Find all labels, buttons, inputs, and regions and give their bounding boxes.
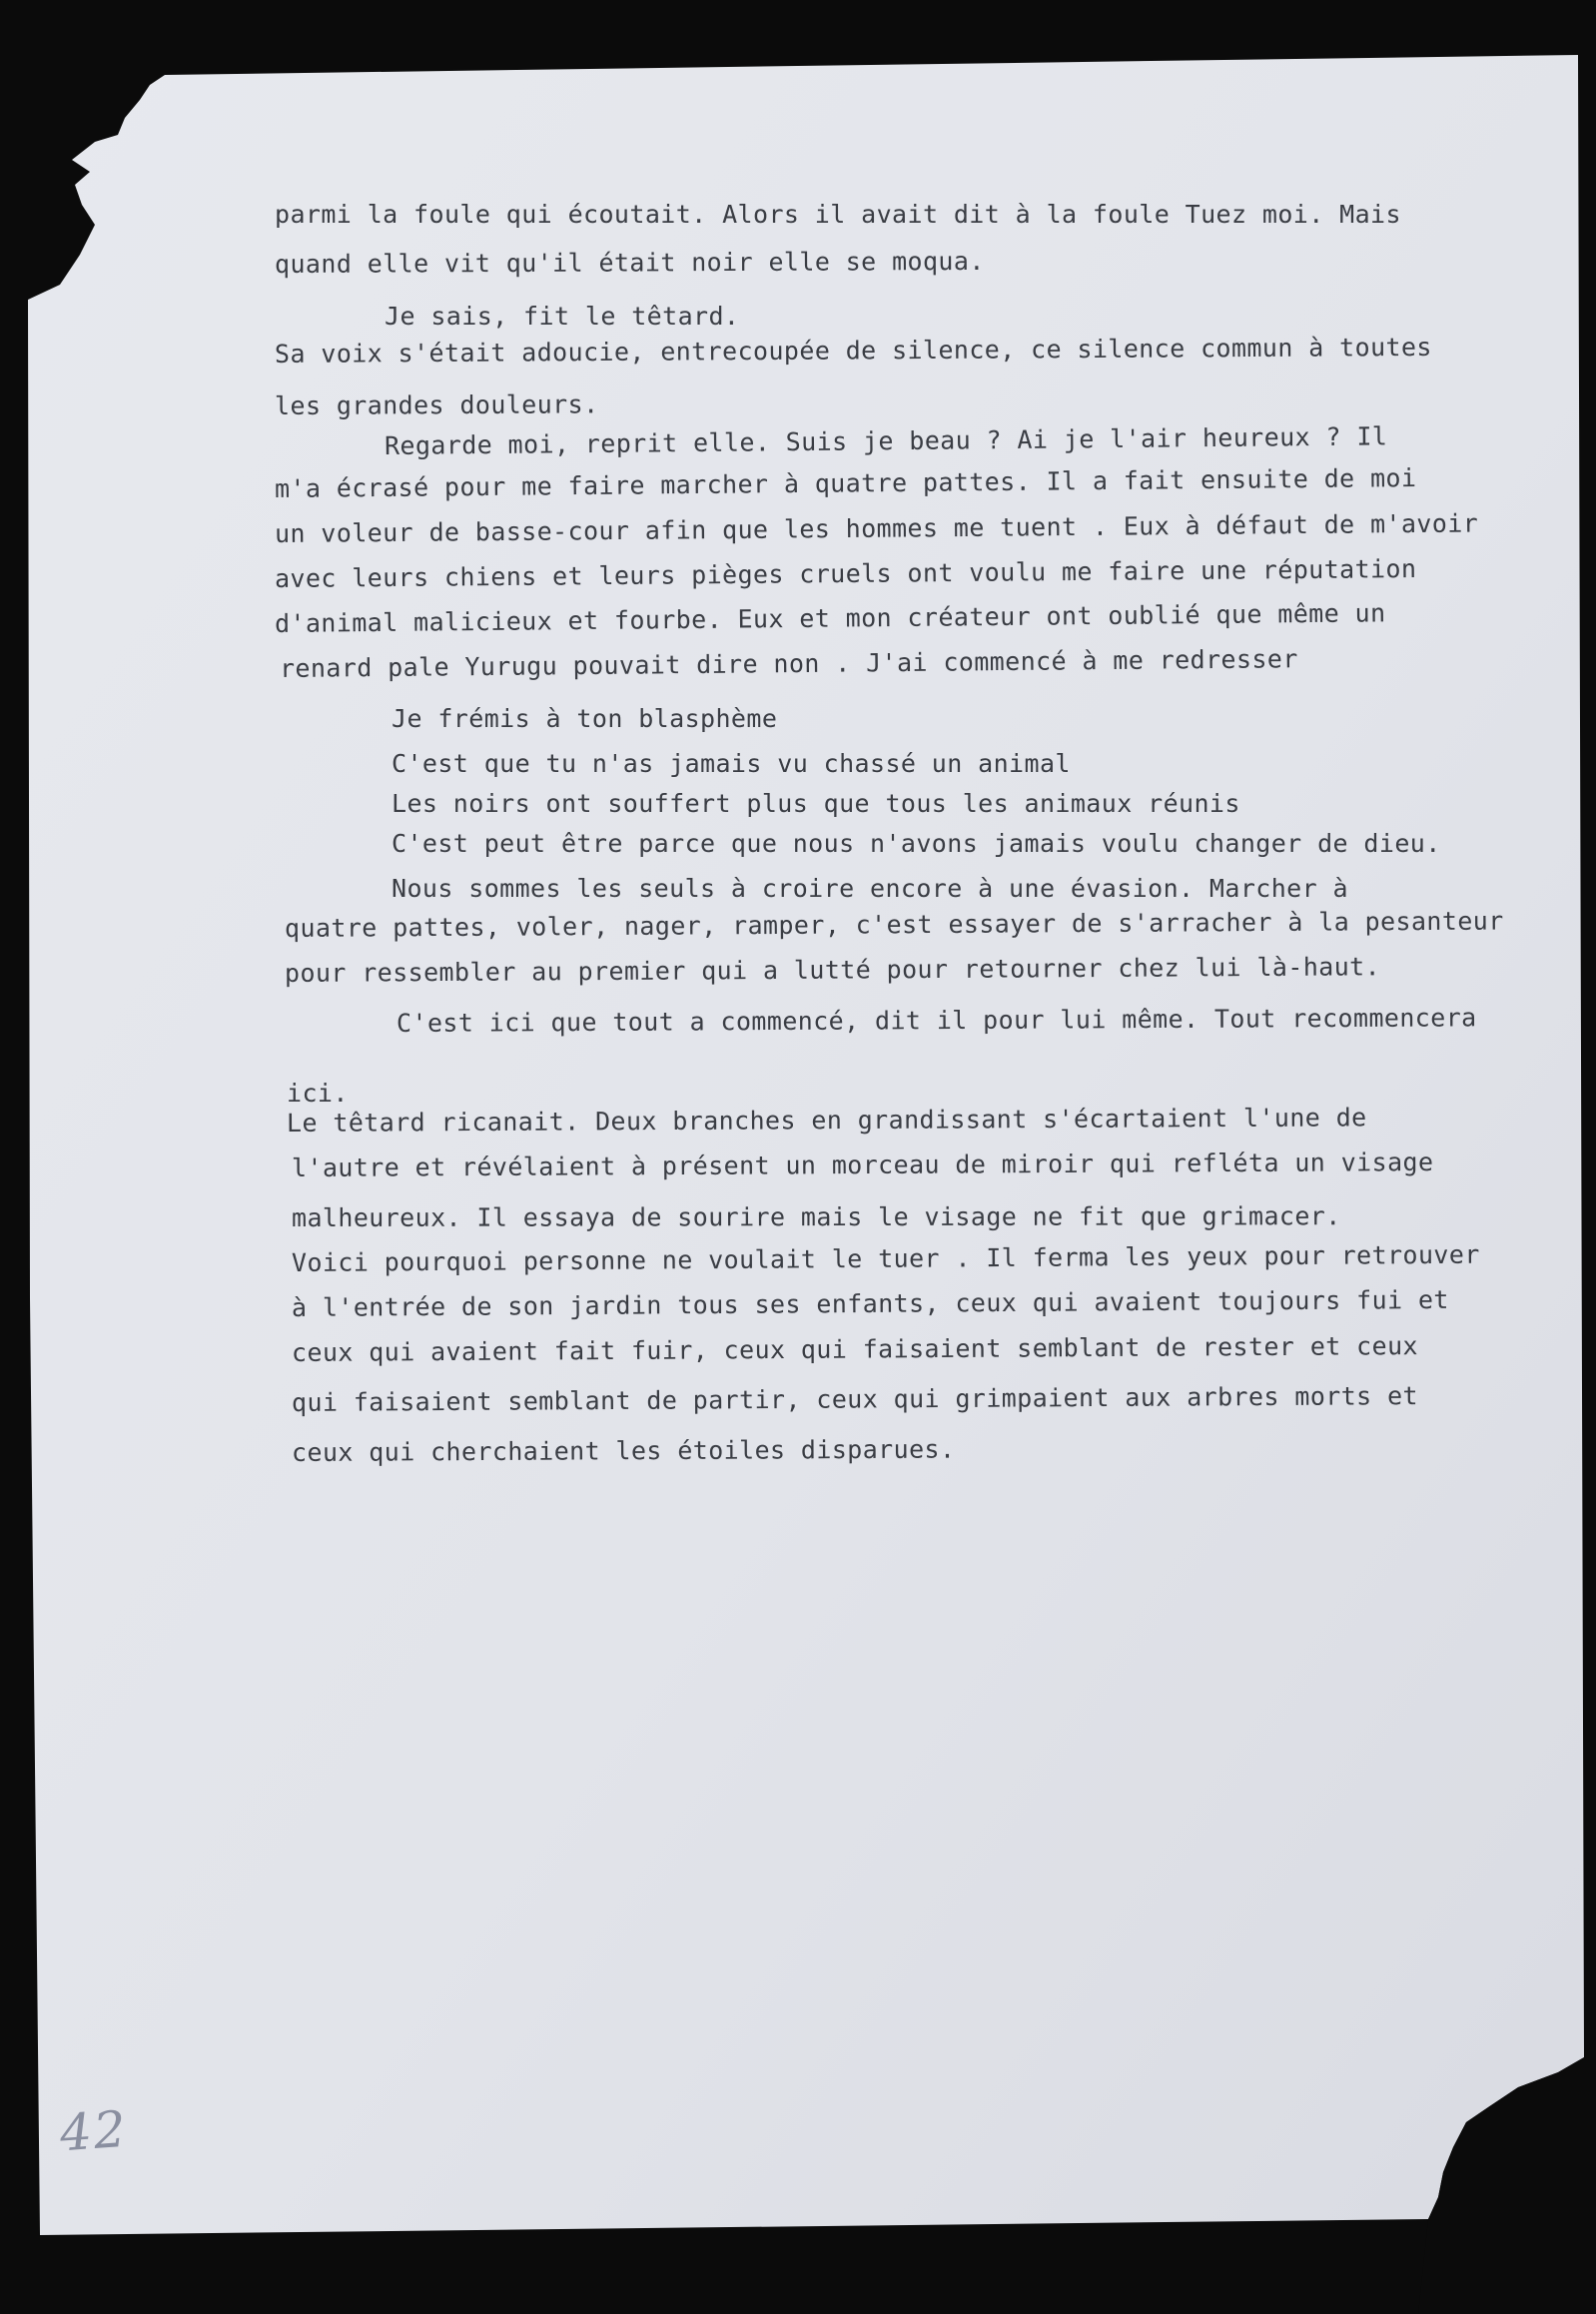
text-line: ici. (287, 1079, 349, 1108)
text-line: Regarde moi, reprit elle. Suis je beau ? Ai je l'air heureux ? Il (384, 421, 1388, 460)
text-line: parmi la foule qui écoutait. Alors il avait dit à la foule Tuez moi. Mais (275, 200, 1401, 229)
handwritten-page-number: 42 (58, 2099, 130, 2163)
text-line: quand elle vit qu'il était noir elle se moqua. (274, 246, 985, 279)
text-line: qui faisaient semblant de partir, ceux qui grimpaient aux arbres morts et (291, 1381, 1419, 1417)
text-line: Les noirs ont souffert plus que tous les animaux réunis (392, 789, 1240, 818)
text-line: Le têtard ricanait. Deux branches en grandissant s'écartaient l'une de (286, 1103, 1367, 1138)
text-line: un voleur de basse-cour afin que les hommes me tuent . Eux à défaut de m'avoir (274, 508, 1479, 548)
text-line: m'a écrasé pour me faire marcher à quatre pattes. Il a fait ensuite de moi (274, 463, 1417, 503)
text-line: les grandes douleurs. (274, 389, 599, 420)
text-line: avec leurs chiens et leurs pièges cruels ont voulu me faire une réputation (274, 554, 1417, 593)
text-line: C'est peut être parce que nous n'avons jamais voulu changer de dieu. (392, 829, 1441, 858)
text-line: C'est que tu n'as jamais vu chassé un animal (392, 749, 1071, 778)
text-line: à l'entrée de son jardin tous ses enfants, ceux qui avaient toujours fui et (291, 1284, 1449, 1322)
text-line: Je sais, fit le têtard. (385, 302, 740, 331)
text-line: d'animal malicieux et fourbe. Eux et mon créateur ont oublié que même un (274, 598, 1386, 638)
text-line: quatre pattes, voler, nager, ramper, c'est essayer de s'arracher à la pesanteur (284, 906, 1504, 943)
text-line: ceux qui avaient fait fuir, ceux qui faisaient semblant de rester et ceux (291, 1331, 1419, 1367)
text-line: Voici pourquoi personne ne voulait le tuer . Il ferma les yeux pour retrouver (291, 1239, 1480, 1277)
text-line: pour ressembler au premier qui a lutté pour retourner chez lui là-haut. (284, 952, 1381, 988)
text-line: Sa voix s'était adoucie, entrecoupée de silence, ce silence commun à toutes (274, 332, 1432, 369)
text-line: Nous sommes les seuls à croire encore à une évasion. Marcher à (392, 874, 1348, 903)
text-line: malheureux. Il essaya de sourire mais le visage ne fit que grimacer. (291, 1201, 1341, 1232)
text-line: renard pale Yurugu pouvait dire non . J'ai commencé à me redresser (279, 644, 1298, 683)
text-line: C'est ici que tout a commencé, dit il pour lui même. Tout recommencera (396, 1003, 1477, 1038)
text-line: Je frémis à ton blasphème (392, 704, 778, 733)
text-line: ceux qui cherchaient les étoiles disparues. (291, 1434, 956, 1467)
text-line: l'autre et révélaient à présent un morceau de miroir qui refléta un visage (291, 1148, 1434, 1182)
